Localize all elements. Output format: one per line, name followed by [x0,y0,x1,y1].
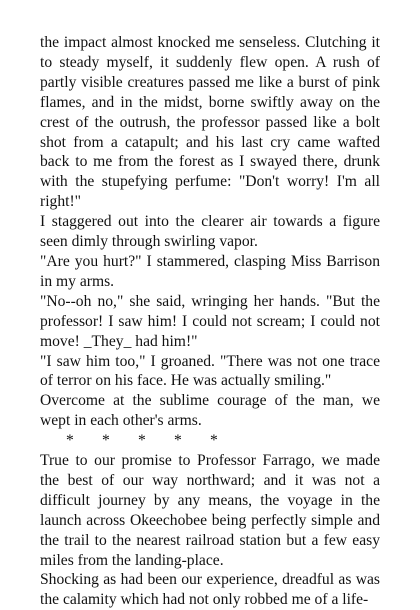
paragraph: "I saw him too," I groaned. "There was not one trace of terror on his face. He was actually smiling." [40,352,380,390]
paragraph: "No--oh no," she said, wringing her hands. "But the professor! I saw him! I could not scream; I could not move! _They_ had him!" [40,292,380,350]
paragraph: Overcome at the sublime courage of the man, we wept in each other's arms. [40,392,380,430]
separator-asterisk: * [210,432,218,450]
separator-asterisk: * [174,432,182,450]
paragraph: the impact almost knocked me senseless. Clutching it to steady myself, it suddenly flew open. A rush of partly visible creatures passed me like a burst of pink flames, and in the midst, borne swiftly away on the crest of the outrush, the professor passed like a bolt shot from a catapult; and his last cry came wafted back to me from the forest as I swayed there, drunk with the stupefying perfume: "Don't worry! I'm all right!" [40,34,380,211]
paragraph: "Are you hurt?" I stammered, clasping Miss Barrison in my arms. [40,252,380,290]
separator-asterisk: * [102,432,110,450]
paragraph: True to our promise to Professor Farrago, we made the best of our way northward; and it was not a difficult journey by any means, the voyage in the launch across Okeechobee being perfectly simple and the trail to the nearest railroad station but a few easy miles from the landing-place. [40,452,380,569]
paragraph: I staggered out into the clearer air towards a figure seen dimly through swirling vapor. [40,213,380,251]
separator-asterisk: * [66,432,74,450]
section-separator [40,431,380,451]
book-text [40,33,380,610]
separator-asterisk: * [138,432,146,450]
paragraph: Shocking as had been our experience, dreadful as was the calamity which had not only robbed me of a life- [40,571,380,609]
